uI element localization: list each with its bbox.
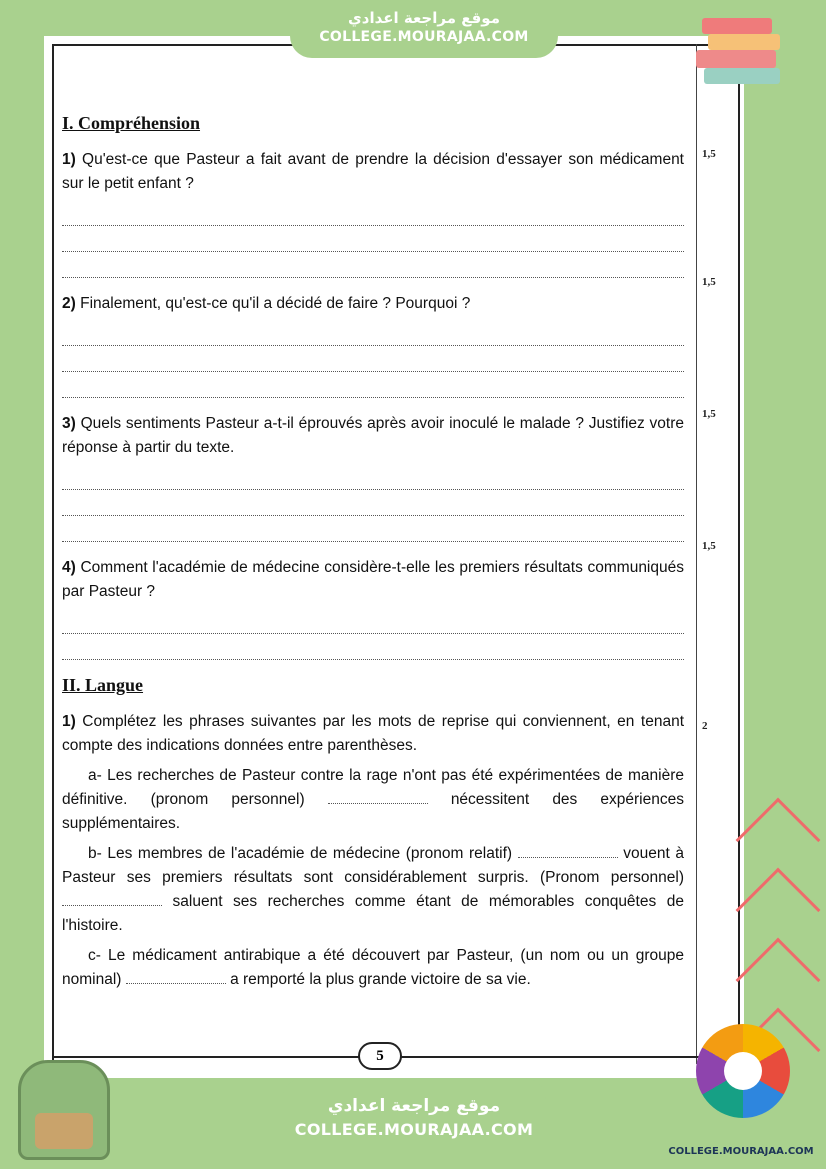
exercise-item-c: c- Le médicament antirabique a été découvert par Pasteur, (un nom ou un groupe nominal) a remporté la plus grande victoire de sa vie. — [62, 947, 684, 989]
answer-line[interactable] — [62, 634, 684, 660]
score-q2: 1,5 — [702, 276, 716, 288]
answer-line[interactable] — [62, 200, 684, 226]
answer-line[interactable] — [62, 516, 684, 542]
section-title-comprehension: I. Compréhension — [62, 113, 201, 133]
answer-line[interactable] — [62, 490, 684, 516]
answer-line[interactable] — [62, 464, 684, 490]
answer-line[interactable] — [62, 608, 684, 634]
site-name-arabic: موقع مراجعة اعدادي — [348, 9, 500, 27]
logo-url[interactable]: COLLEGE.MOURAJAA.COM — [668, 1146, 814, 1157]
score-langue-q1: 2 — [702, 720, 708, 732]
question-1: 1) Qu'est-ce que Pasteur a fait avant de prendre la décision d'essayer son médicament sur le petit enfant ? — [62, 150, 684, 192]
blank-field[interactable] — [518, 844, 618, 858]
site-url[interactable]: COLLEGE.MOURAJAA.COM — [294, 1120, 534, 1139]
school-logo-icon — [696, 1024, 790, 1118]
answer-line[interactable] — [62, 320, 684, 346]
worksheet-content — [62, 110, 684, 992]
bottom-site-banner[interactable] — [282, 1078, 546, 1169]
exercise-item-a: a- Les recherches de Pasteur contre la rage n'ont pas été expérimentées de manière définitive. (pronom personnel) nécessitent des expériences supplémentaires. — [62, 766, 684, 832]
site-name-arabic: موقع مراجعة اعدادي — [327, 1096, 501, 1116]
score-margin-line — [696, 44, 697, 1064]
exercise-item-b: b- Les membres de l'académie de médecine (pronom relatif) vouent à Pasteur ses premiers résultats sont considérablement surpris. (Pronom personnel) saluent ses recherches comme étant de mémorables conquêtes de l'histoire. — [62, 844, 685, 935]
books-icon — [690, 14, 800, 100]
answer-line[interactable] — [62, 252, 684, 278]
answer-line[interactable] — [62, 346, 684, 372]
blank-field[interactable] — [62, 892, 162, 906]
section-title-langue: II. Langue — [62, 675, 144, 695]
page-number: 5 — [358, 1042, 402, 1070]
score-q3: 1,5 — [702, 408, 716, 420]
question-2: 2) Finalement, qu'est-ce qu'il a décidé de faire ? Pourquoi ? — [62, 294, 471, 312]
blank-field[interactable] — [328, 790, 428, 804]
answer-line[interactable] — [62, 226, 684, 252]
question-3: 3) Quels sentiments Pasteur a-t-il éprouvés après avoir inoculé le malade ? Justifiez votre réponse à partir du texte. — [62, 414, 684, 456]
score-q1: 1,5 — [702, 148, 716, 160]
top-site-banner[interactable] — [290, 0, 558, 58]
site-url[interactable]: COLLEGE.MOURAJAA.COM — [319, 29, 529, 45]
langue-question-1: 1) Complétez les phrases suivantes par les mots de reprise qui conviennent, en tenant compte des indications données entre parenthèses. — [62, 712, 685, 754]
answer-line[interactable] — [62, 372, 684, 398]
backpack-icon — [18, 1060, 110, 1160]
score-q4: 1,5 — [702, 540, 716, 552]
blank-field[interactable] — [126, 970, 226, 984]
question-4: 4) Comment l'académie de médecine considère-t-elle les premiers résultats communiqués par Pasteur ? — [62, 558, 684, 600]
